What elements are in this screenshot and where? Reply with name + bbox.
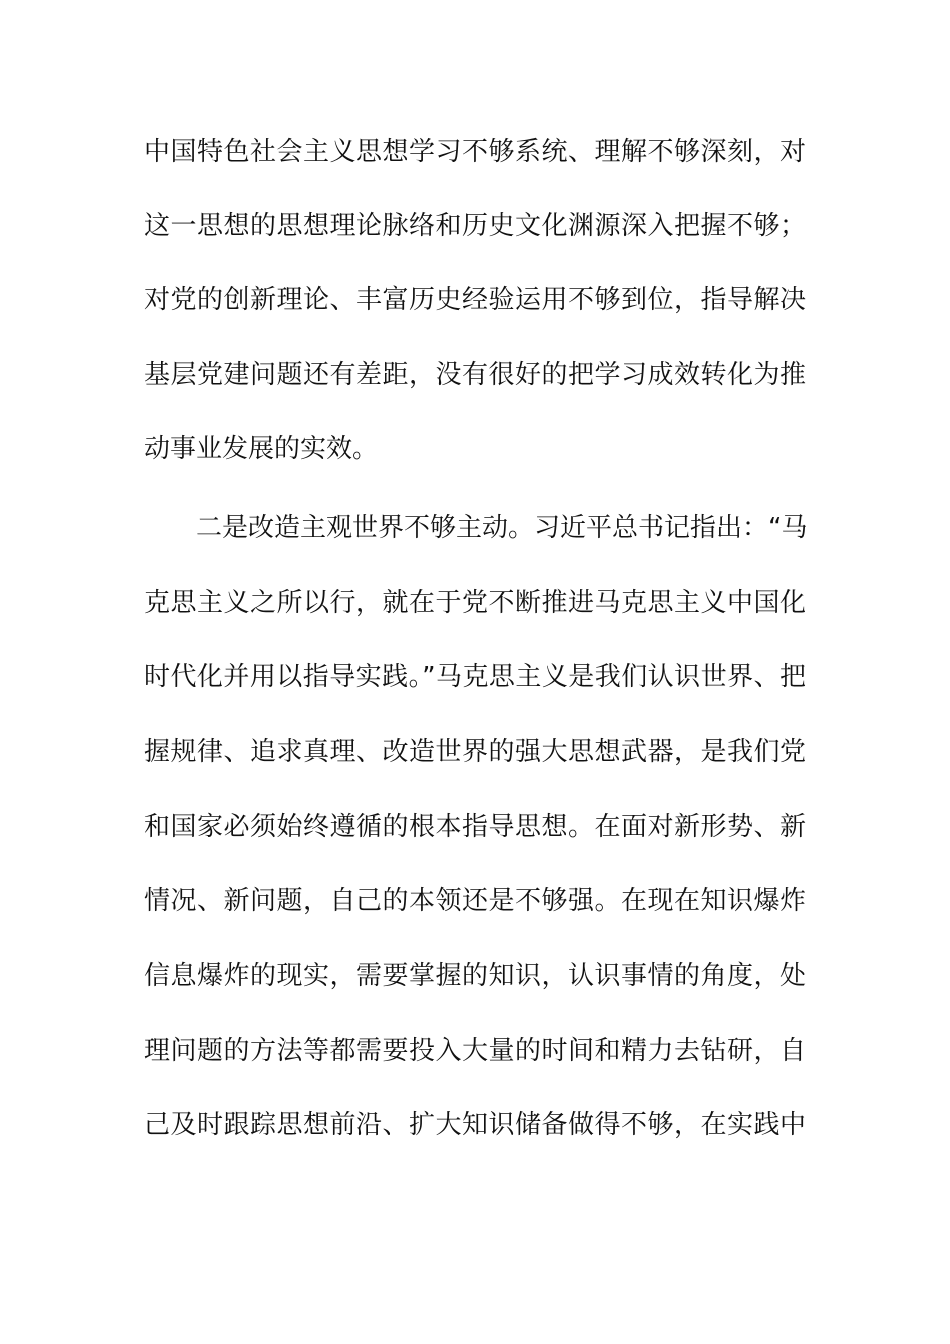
text-line: 信息爆炸的现实，需要掌握的知识，认识事情的角度，处: [144, 961, 806, 991]
text-line: 和国家必须始终遵循的根本指导思想。在面对新形势、新: [144, 812, 806, 842]
text-line: 这一思想的思想理论脉络和历史文化渊源深入把握不够；: [144, 211, 806, 241]
text-line: 中国特色社会主义思想学习不够系统、理解不够深刻，对: [144, 137, 806, 167]
text-line: 情况、新问题，自己的本领还是不够强。在现在知识爆炸: [144, 886, 806, 916]
text-line: 克思主义之所以行，就在于党不断推进马克思主义中国化: [144, 588, 806, 618]
text-line: 时代化并用以指导实践。”马克思主义是我们认识世界、把: [144, 662, 806, 692]
text-line: 对党的创新理论、丰富历史经验运用不够到位，指导解决: [144, 285, 806, 315]
text-line: 理问题的方法等都需要投入大量的时间和精力去钻研，自: [144, 1036, 806, 1066]
text-line: 基层党建问题还有差距，没有很好的把学习成效转化为推: [144, 360, 806, 390]
text-line: 动事业发展的实效。: [144, 434, 379, 464]
paragraph-first-line: 二是改造主观世界不够主动。习近平总书记指出：“马: [196, 513, 808, 543]
text-line: 己及时跟踪思想前沿、扩大知识储备做得不够，在实践中: [144, 1110, 806, 1140]
text-line: 握规律、追求真理、改造世界的强大思想武器，是我们党: [144, 737, 806, 767]
